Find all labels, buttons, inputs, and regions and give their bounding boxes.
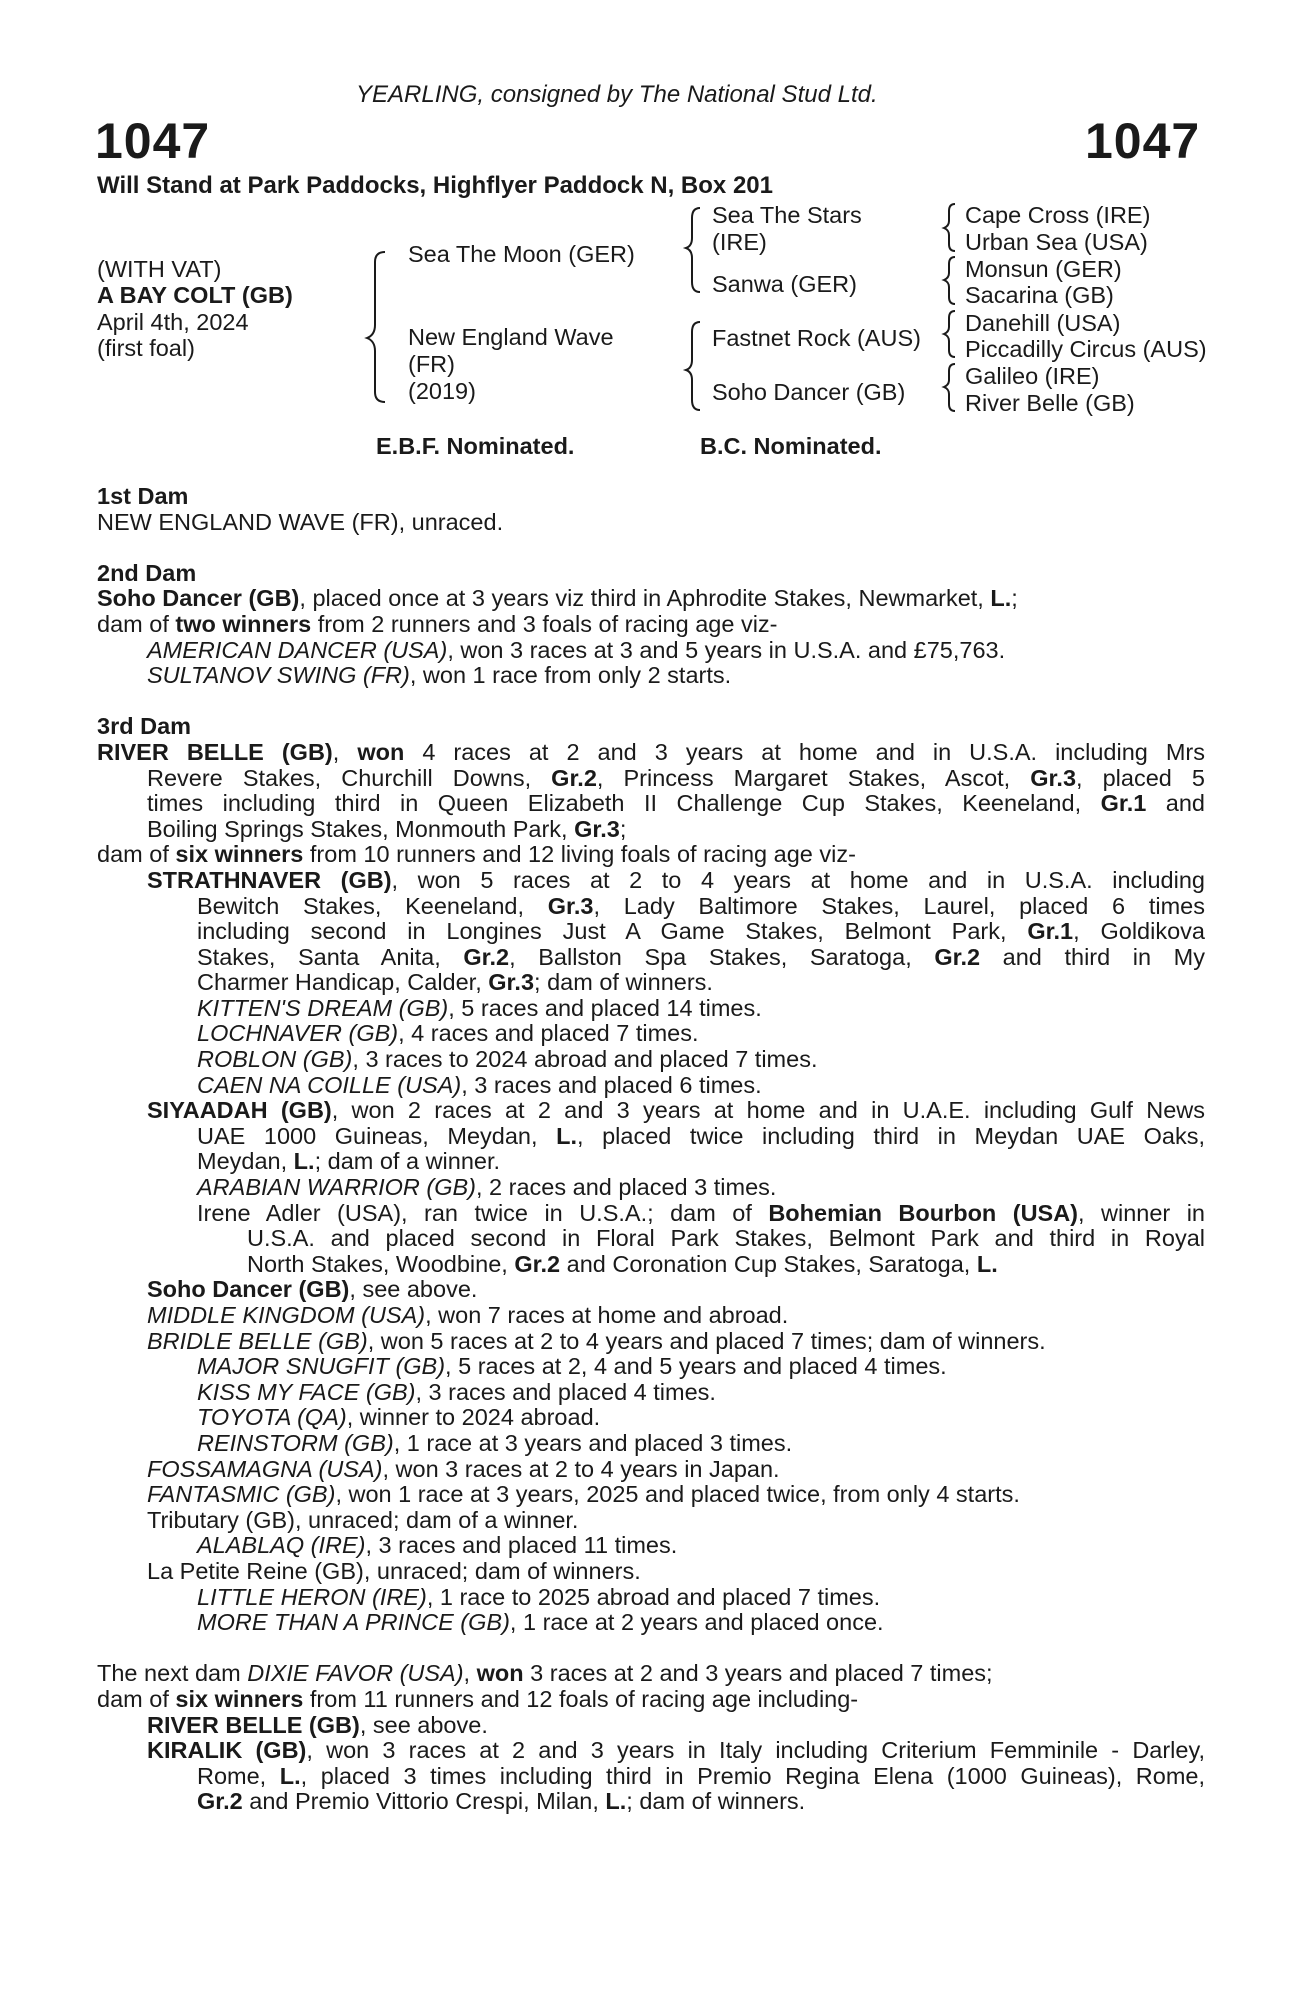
pedigree-sire-sire-line1: Sea The Stars bbox=[712, 202, 862, 228]
irene-adler-line3: North Stakes, Woodbine, Gr.2 and Coronation Cup Stakes, Saratoga, L. bbox=[247, 1250, 998, 1277]
pedigree-gen3-sdd: Sacarina (GB) bbox=[965, 282, 1114, 308]
subject-dob: April 4th, 2024 bbox=[97, 309, 249, 335]
progeny-toyota: TOYOTA (QA), winner to 2024 abroad. bbox=[197, 1404, 601, 1431]
lot-number-right: 1047 bbox=[1085, 113, 1201, 169]
strathnaver-line3: including second in Longines Just A Game Stakes, Belmont Park, Gr.1, Goldikova bbox=[197, 918, 1205, 945]
progeny-la-petite-reine: La Petite Reine (GB), unraced; dam of winners. bbox=[147, 1557, 641, 1584]
progeny-roblon: ROBLON (GB), 3 races to 2024 abroad and placed 7 times. bbox=[197, 1046, 818, 1073]
progeny-soho-dancer: Soho Dancer (GB), see above. bbox=[147, 1276, 478, 1303]
river-belle-line1: RIVER BELLE (GB), won 4 races at 2 and 3 years at home and in U.S.A. including Mrs bbox=[97, 738, 1206, 765]
kiralik-line3: Gr.2 and Premio Vittorio Crespi, Milan, L.; dam of winners. bbox=[197, 1788, 806, 1815]
strathnaver-line2: Bewitch Stakes, Keeneland, Gr.3, Lady Baltimore Stakes, Laurel, placed 6 times bbox=[197, 892, 1205, 919]
progeny-arabian-warrior: ARABIAN WARRIOR (GB), 2 races and placed 3 times. bbox=[197, 1174, 777, 1201]
progeny-more-than-a-prince: MORE THAN A PRINCE (GB), 1 race at 2 years and placed once. bbox=[197, 1609, 884, 1636]
progeny-kittens-dream: KITTEN'S DREAM (GB), 5 races and placed 14 times. bbox=[197, 994, 762, 1021]
subject-name: A BAY COLT (GB) bbox=[97, 282, 293, 308]
river-belle-dam-of: dam of six winners from 10 runners and 12 living foals of racing age viz- bbox=[97, 841, 856, 868]
brace-gen3-a bbox=[944, 204, 955, 251]
catalogue-body bbox=[97, 484, 1205, 1815]
pedigree-dam-line3: (2019) bbox=[408, 378, 476, 404]
second-dam-progeny-1: AMERICAN DANCER (USA), won 3 races at 3 and 5 years in U.S.A. and £75,763. bbox=[147, 636, 1006, 663]
pedigree-dam-line1: New England Wave bbox=[408, 324, 614, 350]
pedigree-gen3-sss: Cape Cross (IRE) bbox=[965, 202, 1151, 228]
progeny-little-heron: LITTLE HERON (IRE), 1 race to 2025 abroad and placed 7 times. bbox=[197, 1583, 881, 1610]
river-belle-line4: Boiling Springs Stakes, Monmouth Park, Gr.3; bbox=[147, 815, 627, 842]
brace-gen3-c bbox=[944, 311, 955, 357]
strathnaver-line4: Stakes, Santa Anita, Gr.2, Ballston Spa Stakes, Saratoga, Gr.2 and third in My bbox=[197, 943, 1205, 970]
pedigree-dam-dam: Soho Dancer (GB) bbox=[712, 379, 906, 405]
siyaadah-line3: Meydan, L.; dam of a winner. bbox=[197, 1148, 501, 1175]
pedigree-sire-sire-line2: (IRE) bbox=[712, 229, 767, 255]
pedigree-gen3-ssd: Urban Sea (USA) bbox=[965, 229, 1148, 255]
vat-note: (WITH VAT) bbox=[97, 256, 222, 282]
progeny-reinstorm: REINSTORM (GB), 1 race at 3 years and placed 3 times. bbox=[197, 1429, 793, 1456]
progeny-bridle-belle: BRIDLE BELLE (GB), won 5 races at 2 to 4 years and placed 7 times; dam of winners. bbox=[147, 1327, 1046, 1354]
second-dam-line2: dam of two winners from 2 runners and 3 foals of racing age viz- bbox=[97, 610, 778, 637]
pedigree-sire: Sea The Moon (GER) bbox=[408, 241, 635, 267]
river-belle-line2: Revere Stakes, Churchill Downs, Gr.2, Princess Margaret Stakes, Ascot, Gr.3, placed 5 bbox=[147, 764, 1205, 791]
progeny-fossamagna: FOSSAMAGNA (USA), won 3 races at 2 to 4 years in Japan. bbox=[147, 1455, 780, 1482]
pedigree-dam-line2: (FR) bbox=[408, 351, 455, 377]
progeny-tributary: Tributary (GB), unraced; dam of a winner. bbox=[147, 1506, 579, 1533]
next-dam-river-belle: RIVER BELLE (GB), see above. bbox=[147, 1711, 488, 1738]
pedigree-gen3-dds: Galileo (IRE) bbox=[965, 363, 1100, 389]
irene-adler-line1: Irene Adler (USA), ran twice in U.S.A.; dam of Bohemian Bourbon (USA), winner in bbox=[197, 1199, 1205, 1226]
subject-foal: (first foal) bbox=[97, 335, 195, 361]
next-dam-line1: The next dam DIXIE FAVOR (USA), won 3 races at 2 and 3 years and placed 7 times; bbox=[97, 1660, 993, 1687]
brace-gen3-b bbox=[944, 257, 955, 304]
first-dam-text: NEW ENGLAND WAVE (FR), unraced. bbox=[97, 508, 504, 535]
second-dam-progeny-2: SULTANOV SWING (FR), won 1 race from only 2 starts. bbox=[147, 662, 732, 689]
brace-gen2-dam bbox=[686, 322, 700, 410]
progeny-alablaq: ALABLAQ (IRE), 3 races and placed 11 times. bbox=[197, 1532, 678, 1559]
progeny-kiss-my-face: KISS MY FACE (GB), 3 races and placed 4 times. bbox=[197, 1378, 716, 1405]
brace-gen2-sire bbox=[686, 208, 700, 292]
bc-nominated: B.C. Nominated. bbox=[700, 433, 882, 459]
siyaadah-line1: SIYAADAH (GB), won 2 races at 2 and 3 years at home and in U.A.E. including Gulf News bbox=[147, 1097, 1205, 1124]
second-dam-heading: 2nd Dam bbox=[97, 559, 197, 586]
page-subtitle: YEARLING, consigned by The National Stud Ltd. bbox=[356, 81, 878, 108]
strathnaver-line5: Charmer Handicap, Calder, Gr.3; dam of winners. bbox=[197, 969, 713, 996]
progeny-major-snugfit: MAJOR SNUGFIT (GB), 5 races at 2, 4 and 5 years and placed 4 times. bbox=[197, 1353, 947, 1380]
next-dam-line2: dam of six winners from 11 runners and 12 foals of racing age including- bbox=[97, 1685, 859, 1712]
siyaadah-line2: UAE 1000 Guineas, Meydan, L., placed twice including third in Meydan UAE Oaks, bbox=[197, 1122, 1206, 1149]
pedigree-dam-sire: Fastnet Rock (AUS) bbox=[712, 325, 921, 351]
lot-number-left: 1047 bbox=[95, 113, 211, 169]
second-dam-line1: Soho Dancer (GB), placed once at 3 years viz third in Aphrodite Stakes, Newmarket, L.; bbox=[97, 585, 1018, 612]
ebf-nominated: E.B.F. Nominated. bbox=[376, 433, 575, 459]
pedigree-gen3-dss: Danehill (USA) bbox=[965, 310, 1121, 336]
third-dam-heading: 3rd Dam bbox=[97, 713, 192, 740]
progeny-middle-kingdom: MIDDLE KINGDOM (USA), won 7 races at home and abroad. bbox=[147, 1302, 789, 1328]
stand-location: Will Stand at Park Paddocks, Highflyer Paddock N, Box 201 bbox=[97, 172, 773, 199]
progeny-lochnaver: LOCHNAVER (GB), 4 races and placed 7 times. bbox=[197, 1020, 699, 1047]
progeny-fantasmic: FANTASMIC (GB), won 1 race at 3 years, 2025 and placed twice, from only 4 starts. bbox=[147, 1481, 1020, 1508]
pedigree-sire-dam: Sanwa (GER) bbox=[712, 271, 857, 297]
strathnaver-line1: STRATHNAVER (GB), won 5 races at 2 to 4 years at home and in U.S.A. including bbox=[147, 866, 1205, 893]
pedigree-gen3-sds: Monsun (GER) bbox=[965, 256, 1122, 282]
kiralik-line1: KIRALIK (GB), won 3 races at 2 and 3 years in Italy including Criterium Femminile - Darley, bbox=[147, 1737, 1206, 1764]
brace-gen3-d bbox=[944, 364, 955, 411]
pedigree-gen3-ddd: River Belle (GB) bbox=[965, 390, 1135, 416]
pedigree-gen3-dsd: Piccadilly Circus (AUS) bbox=[965, 336, 1207, 362]
irene-adler-line2: U.S.A. and placed second in Floral Park Stakes, Belmont Park and third in Royal bbox=[247, 1225, 1205, 1252]
brace-gen1 bbox=[367, 252, 385, 402]
progeny-caen-na-coille: CAEN NA COILLE (USA), 3 races and placed 6 times. bbox=[197, 1071, 762, 1098]
river-belle-line3: times including third in Queen Elizabeth II Challenge Cup Stakes, Keeneland, Gr.1 and bbox=[147, 790, 1205, 817]
kiralik-line2: Rome, L., placed 3 times including third in Premio Regina Elena (1000 Guineas), Rome, bbox=[197, 1762, 1205, 1789]
first-dam-heading: 1st Dam bbox=[97, 483, 189, 509]
